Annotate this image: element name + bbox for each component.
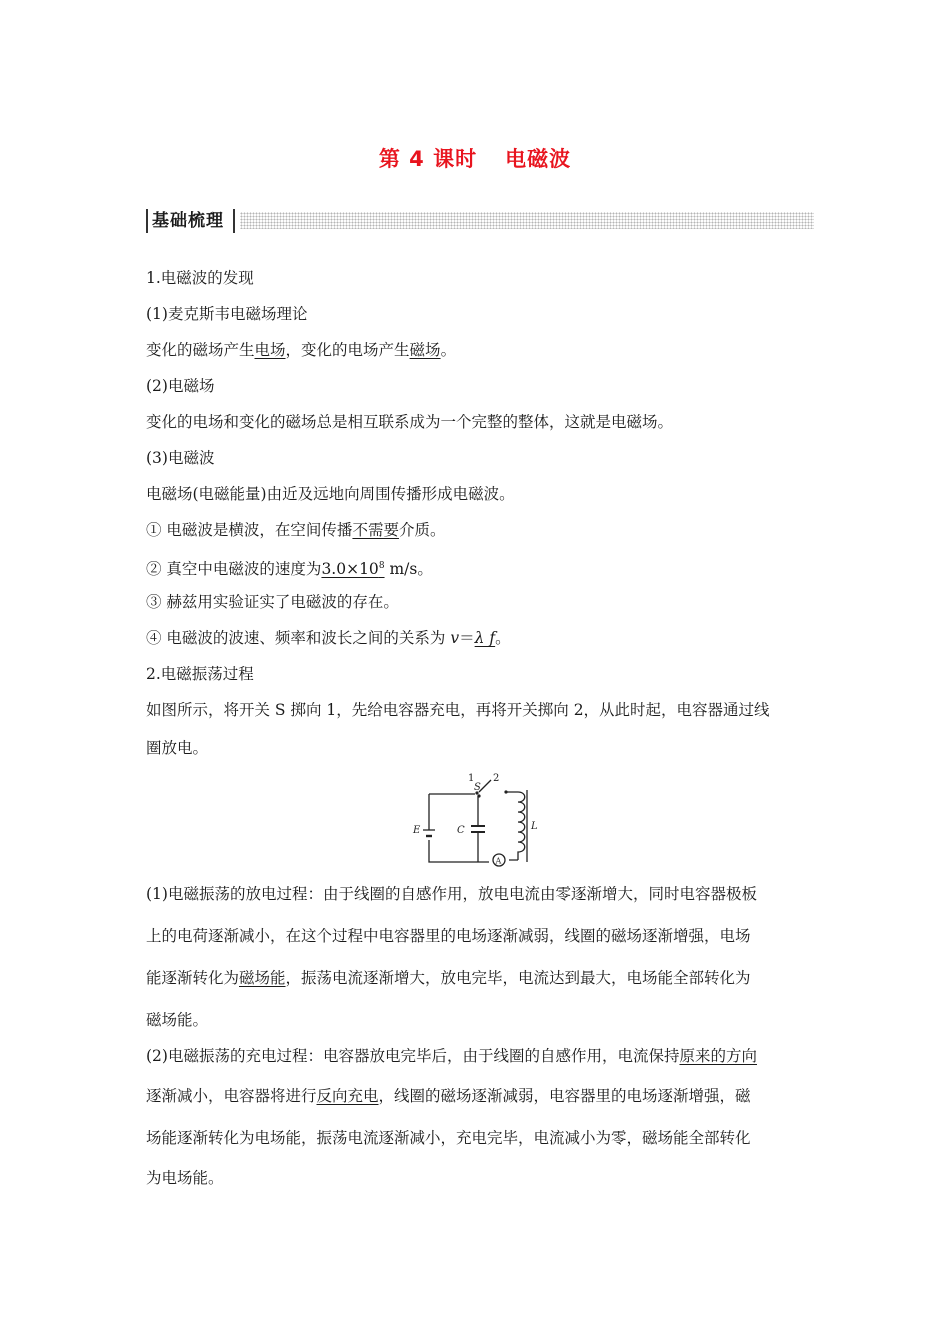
em-wave-definition: 电磁场(电磁能量)由近及远地向周围传播形成电磁波。 <box>146 485 515 503</box>
label-ammeter: A <box>495 856 502 866</box>
sub-em-wave: (3)电磁波 <box>146 449 215 467</box>
blank-wave-relation: λ f <box>474 629 496 647</box>
label-capacitor: C <box>457 825 465 836</box>
discharge-line-3: 能逐渐转化为磁场能，振荡电流逐渐增大，放电完毕，电流达到最大，电场能全部转化为 <box>146 969 751 987</box>
header-bar-left <box>146 209 148 233</box>
charge-line-3: 场能逐渐转化为电场能，振荡电流逐渐减小，充电完毕，电流减小为零，磁场能全部转化 <box>146 1129 751 1147</box>
circuit-wire-coil <box>507 792 518 860</box>
discharge-line-1: (1)电磁振荡的放电过程：由于线圈的自感作用，放电电流由零逐渐增大，同时电容器极板 <box>146 885 757 903</box>
point-4: ④ 电磁波的波速、频率和波长之间的关系为 v＝λ f。 <box>146 629 511 647</box>
point-3: ③ 赫兹用实验证实了电磁波的存在。 <box>146 593 399 611</box>
sub-maxwell: (1)麦克斯韦电磁场理论 <box>146 305 308 323</box>
em-field-definition: 变化的电场和变化的磁场总是相互联系成为一个完整的整体，这就是电磁场。 <box>146 413 674 431</box>
point-1: ① 电磁波是横波，在空间传播不需要介质。 <box>146 521 446 539</box>
title-lesson: 第 4 课时 <box>378 147 478 171</box>
label-emf: E <box>413 825 421 836</box>
blank-original-direction: 原来的方向 <box>679 1047 757 1065</box>
switch-pivot <box>477 794 480 797</box>
blank-reverse-charge: 反向充电 <box>316 1087 379 1105</box>
intro-line-1: 如图所示，将开关 S 掷向 1，先给电容器充电，再将开关掷向 2，从此时起，电容器通过线 <box>146 701 770 719</box>
charge-line-1: (2)电磁振荡的充电过程：电容器放电完毕后，由于线圈的自感作用，电流保持原来的方向 <box>146 1047 757 1065</box>
section-label: 基础梳理 <box>152 211 224 231</box>
charge-line-4: 为电场能。 <box>146 1169 224 1187</box>
lc-circuit-diagram <box>405 770 545 870</box>
section-header <box>146 208 814 234</box>
header-bar-right <box>233 209 235 233</box>
heading-oscillation: 2.电磁振荡过程 <box>146 665 254 683</box>
point-2: ② 真空中电磁波的速度为$3.0\times 10^8$ m/s。 <box>146 560 433 579</box>
label-terminal-2: 2 <box>493 773 500 784</box>
inductor-coil <box>518 792 525 860</box>
page-title <box>0 143 950 173</box>
blank-magnetic-field: 磁场 <box>409 341 441 359</box>
sub-em-field: (2)电磁场 <box>146 377 215 395</box>
intro-line-2: 圈放电。 <box>146 739 209 757</box>
blank-electric-field: 电场 <box>254 341 286 359</box>
charge-line-2: 逐渐减小，电容器将进行反向充电，线圈的磁场逐渐减弱，电容器里的电场逐渐增强，磁 <box>146 1087 751 1105</box>
blank-no-medium: 不需要 <box>352 521 399 539</box>
heading-discovery: 1.电磁波的发现 <box>146 269 254 287</box>
blank-magnetic-energy: 磁场能 <box>239 969 286 987</box>
blank-speed: $3.0\times 10^8$ <box>321 560 385 579</box>
header-dotted-band <box>240 212 814 229</box>
label-switch: S <box>474 782 481 793</box>
title-topic: 电磁波 <box>505 147 572 171</box>
label-terminal-1: 1 <box>468 773 475 784</box>
maxwell-statement: 变化的磁场产生电场，变化的电场产生磁场。 <box>146 341 457 359</box>
label-inductor: L <box>531 821 538 832</box>
switch-contact-2 <box>504 790 507 793</box>
discharge-line-2: 上的电荷逐渐减小，在这个过程中电容器里的电场逐渐减弱，线圈的磁场逐渐增强，电场 <box>146 927 751 945</box>
discharge-line-4: 磁场能。 <box>146 1011 209 1029</box>
